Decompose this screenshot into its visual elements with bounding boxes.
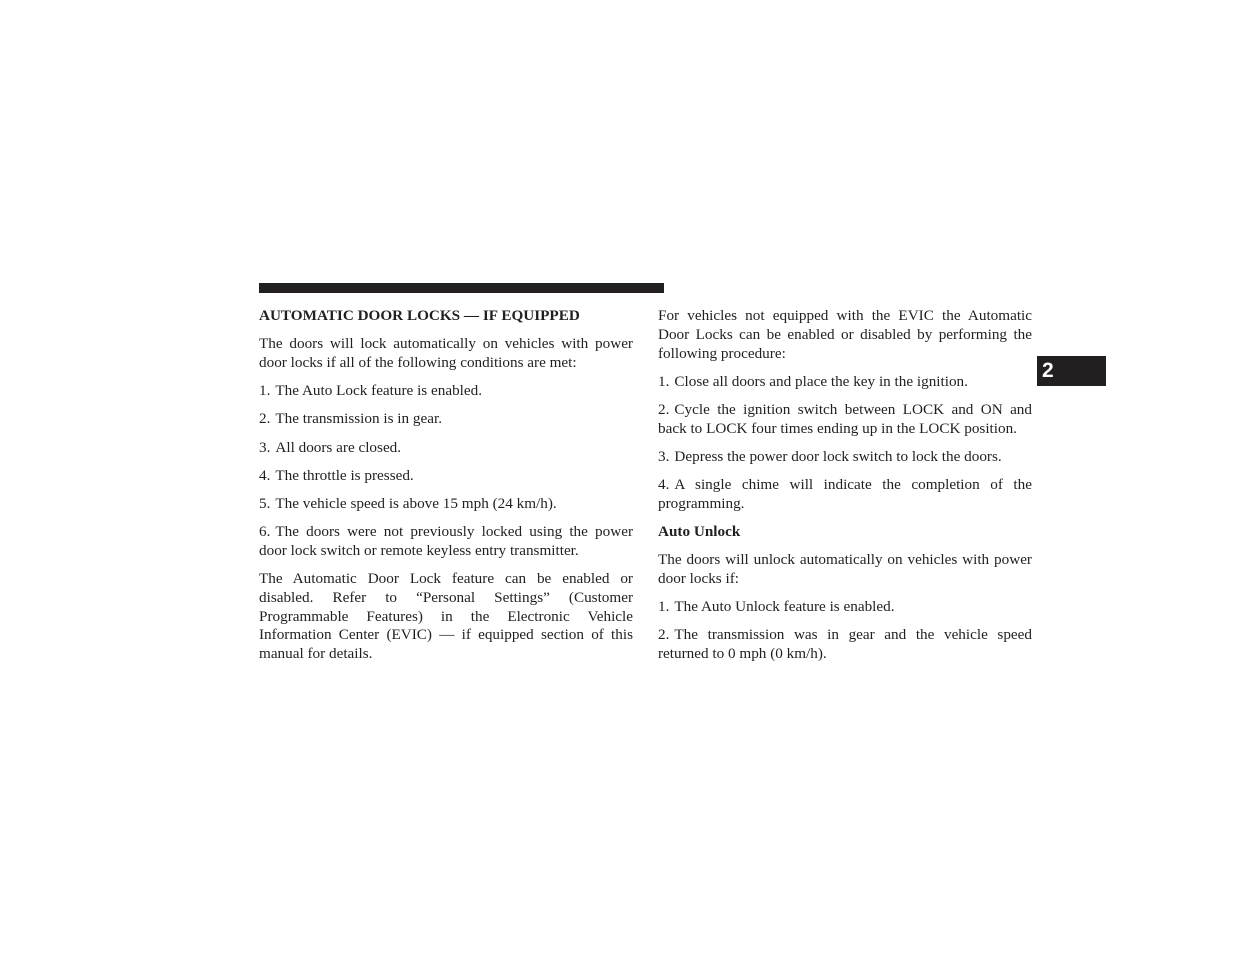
list-number: 4. — [658, 476, 670, 494]
subheading-auto-unlock: Auto Unlock — [658, 523, 741, 541]
list-text: Close all doors and place the key in the ignition. — [674, 372, 968, 390]
list-text: Depress the power door lock switch to lock the doors. — [674, 447, 1002, 465]
list-item — [259, 467, 633, 486]
list-number: 2. — [658, 400, 670, 418]
list-number: 1. — [658, 598, 670, 616]
chapter-tab — [1037, 356, 1106, 386]
list-item — [259, 382, 633, 401]
list-text: A single chime will indicate the completion of the programming. — [658, 476, 1032, 512]
list-number: 4. — [259, 466, 271, 484]
list-text: The transmission is in gear. — [275, 410, 443, 428]
list-number: 2. — [658, 626, 670, 644]
list-number: 5. — [259, 494, 271, 512]
list-item — [658, 598, 1032, 617]
list-text: All doors are closed. — [275, 438, 402, 456]
list-number: 1. — [658, 372, 670, 390]
list-item — [259, 410, 633, 429]
intro-paragraph: The doors will lock automatically on vehicles with power door locks if all of the following conditions are met: — [259, 335, 633, 371]
list-text: The throttle is pressed. — [275, 466, 414, 484]
list-number: 3. — [658, 447, 670, 465]
list-text: The Auto Unlock feature is enabled. — [674, 598, 895, 616]
list-number: 6. — [259, 523, 271, 541]
section-heading: AUTOMATIC DOOR LOCKS — IF EQUIPPED — [259, 307, 580, 324]
list-number: 3. — [259, 438, 271, 456]
procedure-intro: For vehicles not equipped with the EVIC the Automatic Door Locks can be enabled or disabled by performing the following procedure: — [658, 307, 1032, 362]
list-text: The vehicle speed is above 15 mph (24 km/h). — [275, 494, 557, 512]
list-item — [658, 401, 1032, 439]
closing-paragraph: The Automatic Door Lock feature can be enabled or disabled. Refer to “Personal Settings” (Customer Programmable Features) in the Electronic Vehicle Information Center (EVIC) — if equipped section of this manual for details. — [259, 570, 633, 663]
list-item — [658, 373, 1032, 392]
list-text: The Auto Lock feature is enabled. — [275, 382, 483, 400]
list-item — [658, 626, 1032, 664]
list-text: The transmission was in gear and the vehicle speed returned to 0 mph (0 km/h). — [658, 626, 1032, 663]
list-item — [259, 439, 633, 458]
unlock-intro: The doors will unlock automatically on vehicles with power door locks if: — [658, 551, 1032, 588]
section-top-rule — [259, 283, 664, 293]
list-number: 2. — [259, 410, 271, 428]
list-item — [259, 523, 633, 561]
left-column — [259, 307, 633, 673]
right-column — [658, 307, 1032, 673]
list-item — [658, 448, 1032, 467]
list-number: 1. — [259, 382, 271, 400]
list-text: Cycle the ignition switch between LOCK and ON and back to LOCK four times ending up in the LOCK position. — [658, 400, 1032, 437]
list-item — [259, 495, 633, 514]
list-item — [658, 476, 1032, 514]
chapter-number: 2 — [1042, 359, 1054, 382]
list-text: The doors were not previously locked using the power door lock switch or remote keyless entry transmitter. — [259, 523, 633, 559]
